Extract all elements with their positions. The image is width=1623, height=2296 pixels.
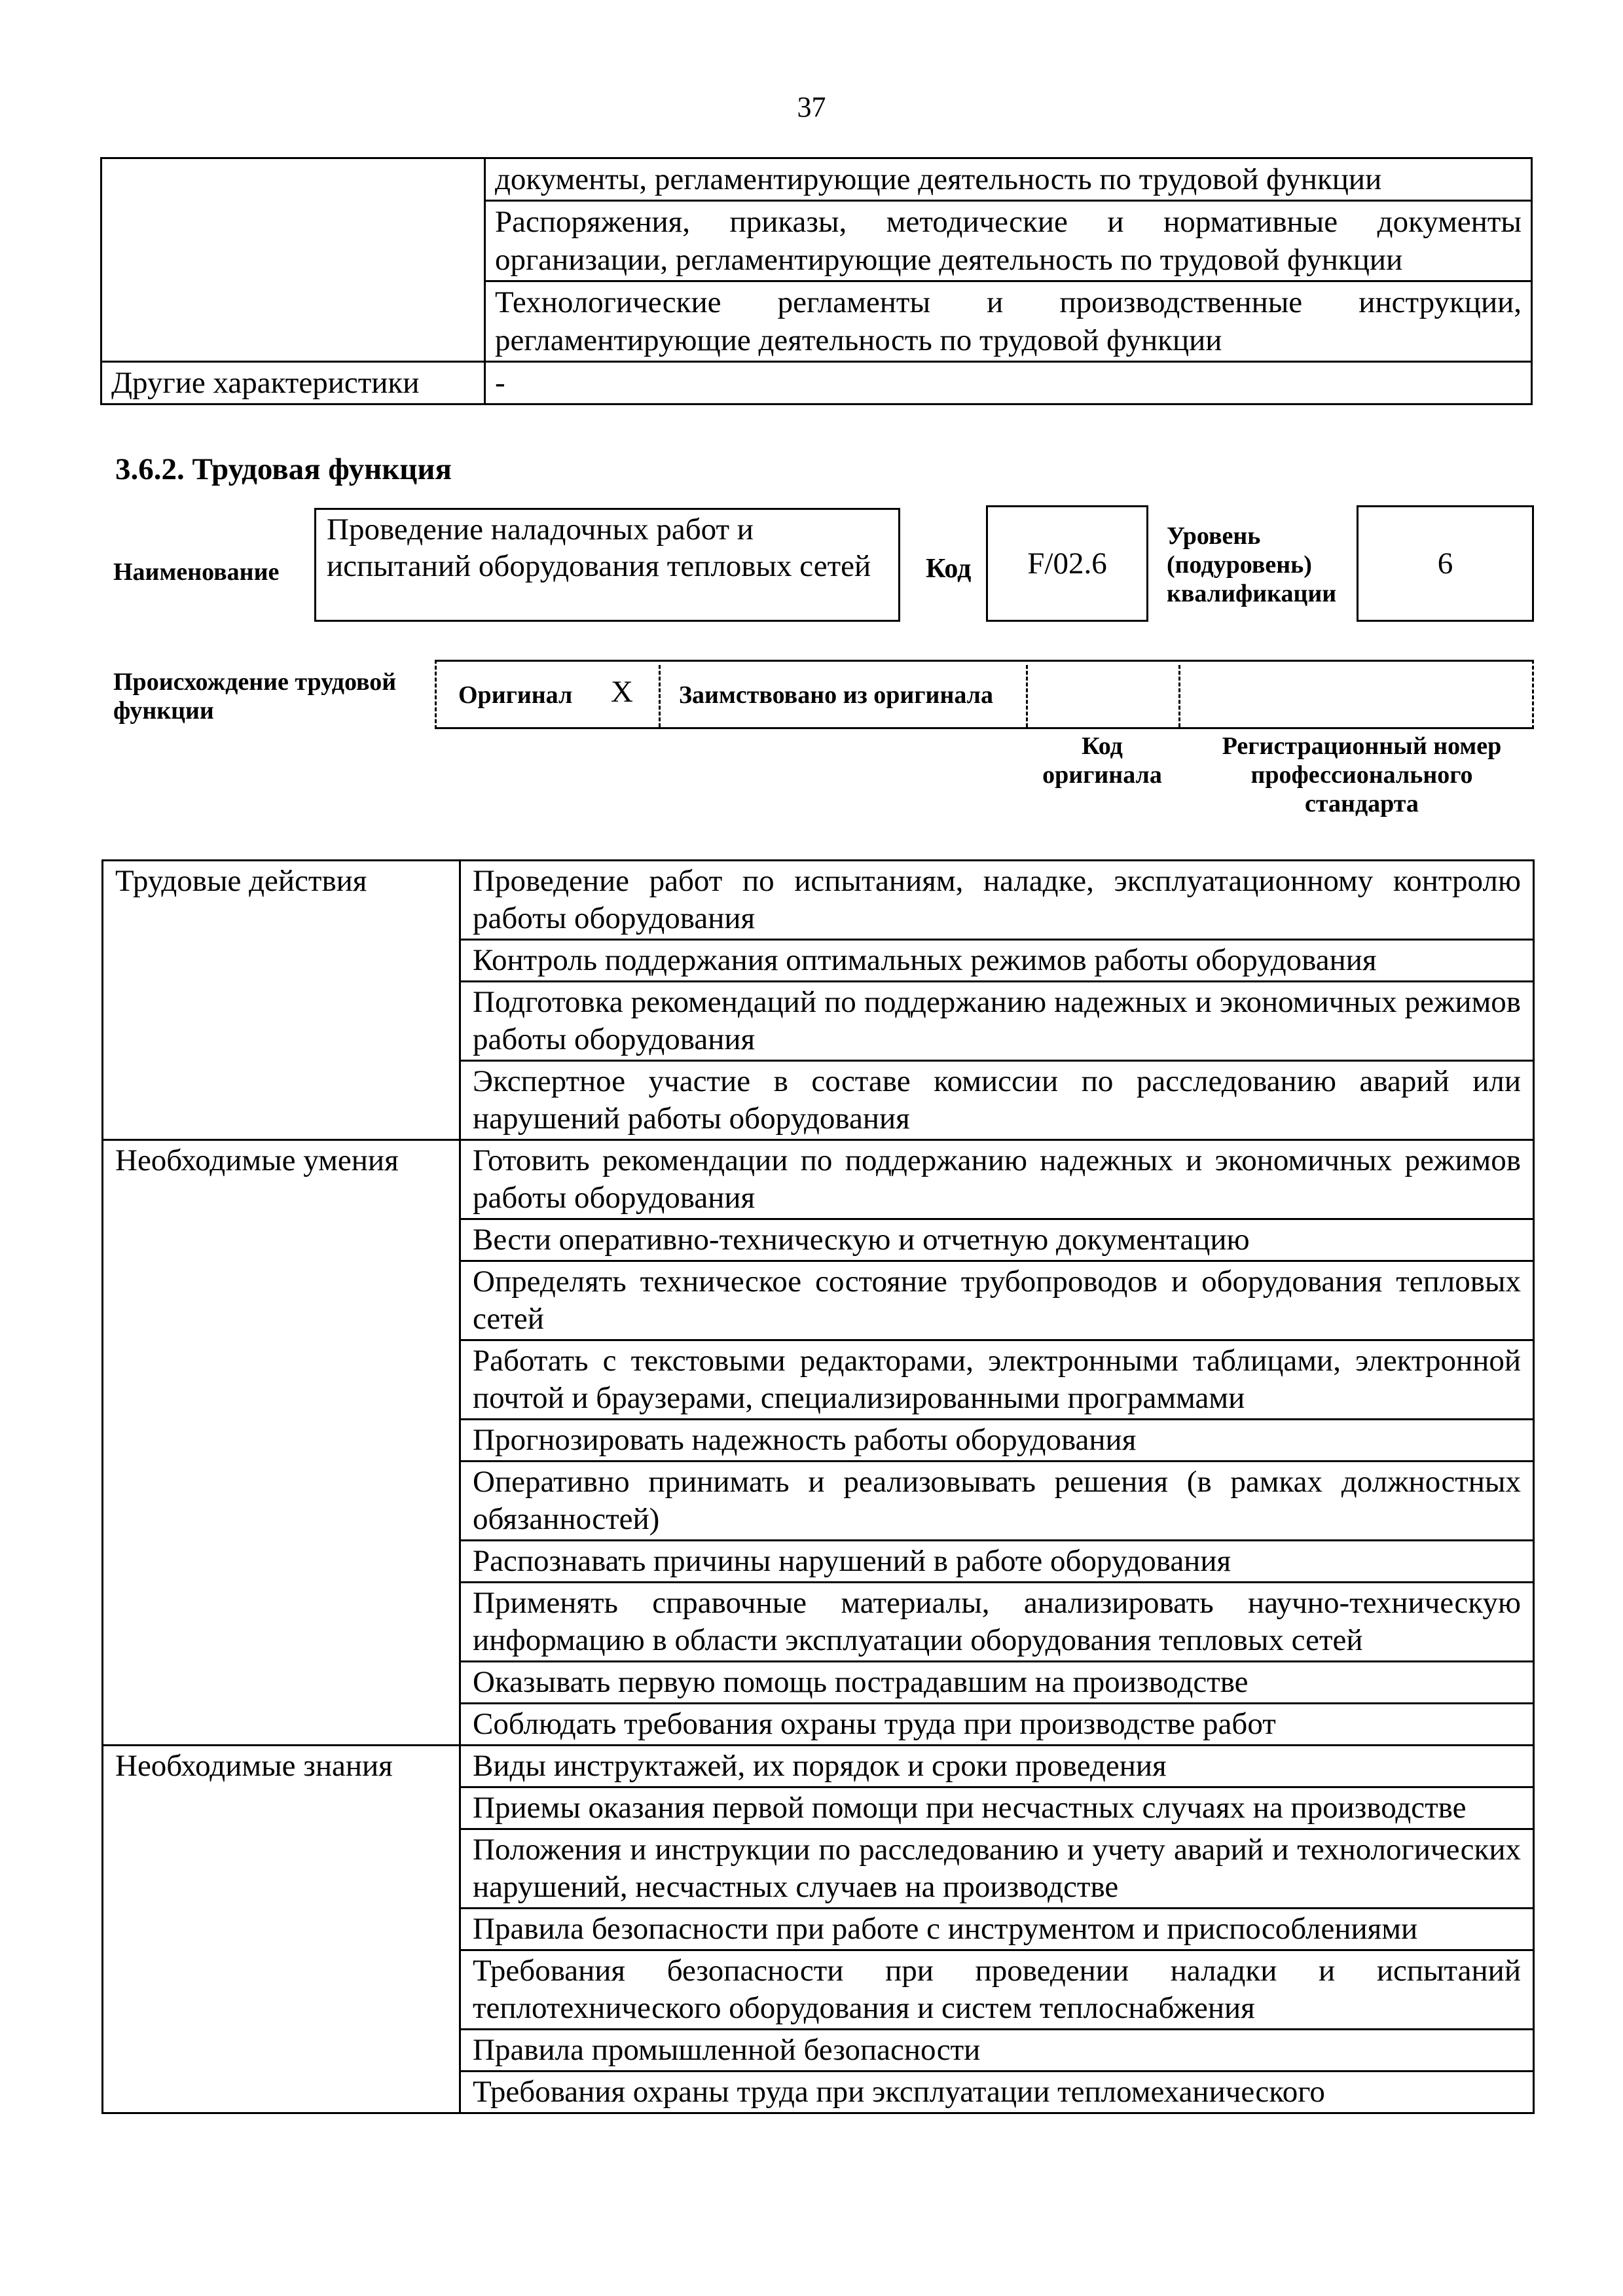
divider: [1026, 665, 1028, 727]
table-cell: документы, регламентирующие деятельность по трудовой функции: [485, 158, 1532, 201]
code-original-label: Код оригинала: [1042, 732, 1162, 789]
table-cell: Требования охраны труда при эксплуатации тепломеханического: [460, 2072, 1534, 2113]
table-cell: Положения и инструкции по расследованию и учету аварий и технологических нарушений, несчастных случаев на производстве: [460, 1829, 1534, 1909]
labor-function-table: [101, 859, 1535, 2114]
level-label: Уровень (подуровень) квалификации: [1167, 522, 1337, 607]
group-label: Трудовые действия: [103, 861, 460, 1140]
table-cell: Определять техническое состояние трубопроводов и оборудования тепловых сетей: [460, 1261, 1534, 1340]
code-label: Код: [926, 554, 972, 584]
table-row: [103, 1746, 1534, 1787]
divider: [659, 665, 661, 727]
table-cell: Виды инструктажей, их порядок и сроки проведения: [460, 1746, 1534, 1787]
table-cell: Прогнозировать надежность работы оборудования: [460, 1420, 1534, 1462]
origin-label: Происхождение трудовой функции: [113, 668, 397, 725]
top-continuation-table: [100, 157, 1533, 405]
divider: [1178, 665, 1180, 727]
table-cell: Готовить рекомендации по поддержанию надежных и экономичных режимов работы оборудования: [460, 1140, 1534, 1219]
table-row: [101, 158, 1532, 201]
other-characteristics-label: Другие характеристики: [101, 362, 485, 404]
table-cell: Технологические регламенты и производственные инструкции, регламентирующие деятельность по трудовой функции: [485, 281, 1532, 362]
table-row: [103, 861, 1534, 940]
table-cell: Правила промышленной безопасности: [460, 2030, 1534, 2072]
table-cell: Правила безопасности при работе с инструментом и приспособлениями: [460, 1909, 1534, 1950]
origin-mark: X: [611, 675, 633, 709]
registration-number-label: Регистрационный номер профессионального стандарта: [1222, 732, 1502, 817]
table-cell: Экспертное участие в составе комиссии по расследованию аварий или нарушений работы оборудования: [460, 1061, 1534, 1140]
table-cell: Контроль поддержания оптимальных режимов работы оборудования: [460, 940, 1534, 982]
empty-label-cell: [101, 158, 485, 362]
name-label: Наименование: [113, 558, 280, 586]
group-label: Необходимые умения: [103, 1140, 460, 1746]
group-label: Необходимые знания: [103, 1746, 460, 2113]
table-cell: Проведение работ по испытаниям, наладке, эксплуатационному контролю работы оборудования: [460, 861, 1534, 940]
origin-borrowed-label: Заимствовано из оригинала: [679, 681, 993, 709]
function-name-box: Проведение наладочных работ и испытаний оборудования тепловых сетей: [314, 508, 900, 622]
table-row: [101, 362, 1532, 404]
table-cell: Применять справочные материалы, анализировать научно-техническую информацию в области эксплуатации оборудования тепловых сетей: [460, 1583, 1534, 1662]
code-box: F/02.6: [986, 505, 1148, 622]
level-box: 6: [1357, 505, 1534, 622]
table-cell: Соблюдать требования охраны труда при производстве работ: [460, 1704, 1534, 1746]
table-cell: Работать с текстовыми редакторами, электронными таблицами, электронной почтой и браузерами, специализированными программами: [460, 1340, 1534, 1420]
table-row: [103, 1140, 1534, 1219]
other-characteristics-value: -: [485, 362, 1532, 404]
table-cell: Оказывать первую помощь пострадавшим на производстве: [460, 1662, 1534, 1704]
section-title: 3.6.2. Трудовая функция: [115, 452, 452, 486]
page-number: 37: [797, 91, 826, 123]
table-cell: Требования безопасности при проведении наладки и испытаний теплотехнического оборудования и систем теплоснабжения: [460, 1950, 1534, 2030]
table-cell: Подготовка рекомендаций по поддержанию надежных и экономичных режимов работы оборудования: [460, 982, 1534, 1061]
table-cell: Распознавать причины нарушений в работе оборудования: [460, 1541, 1534, 1583]
origin-original-label: Оригинал: [458, 681, 573, 709]
table-cell: Оперативно принимать и реализовывать решения (в рамках должностных обязанностей): [460, 1462, 1534, 1541]
table-cell: Вести оперативно-техническую и отчетную документацию: [460, 1219, 1534, 1261]
table-cell: Распоряжения, приказы, методические и нормативные документы организации, регламентирующие деятельность по трудовой функции: [485, 201, 1532, 281]
table-cell: Приемы оказания первой помощи при несчастных случаях на производстве: [460, 1787, 1534, 1829]
